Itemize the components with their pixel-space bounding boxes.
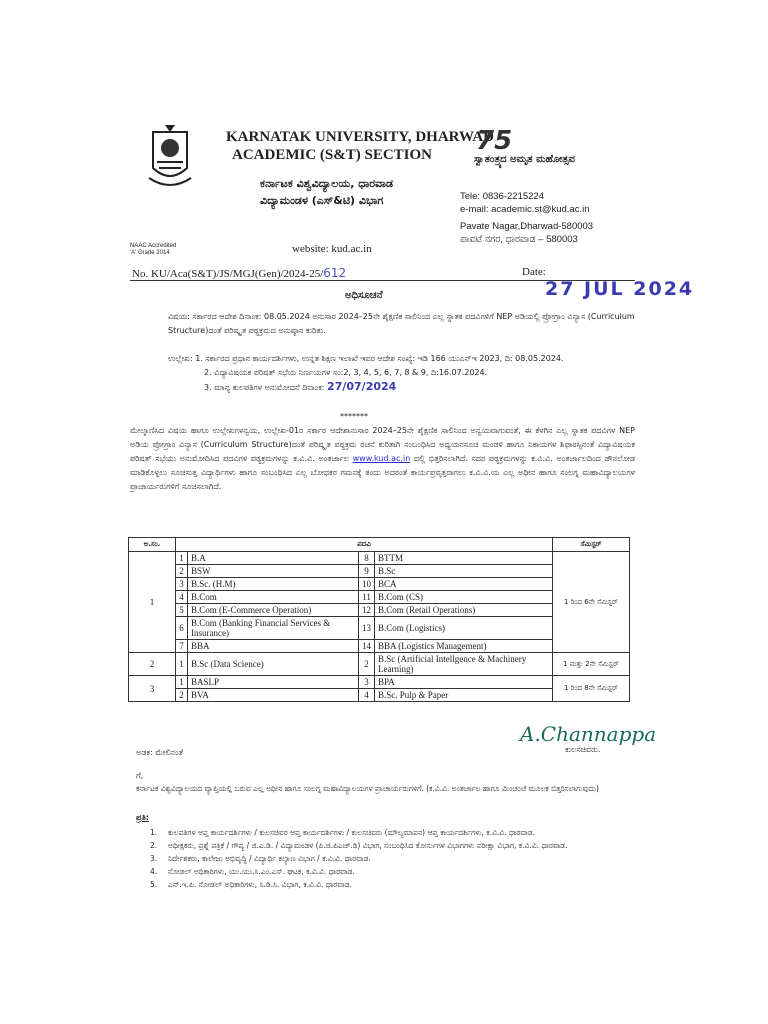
reference-2: 2. ವಿದ್ಯಾವಿಷಯಕ ಪರಿಷತ್ ಸಭೆಯ ನಿರ್ಣಯಗಳ ಸಂ:2, 3, 4, 5, 6, 7, 8 & 9, ದಿ:16.07.2024. xyxy=(204,368,488,377)
row-number: 14 xyxy=(359,640,375,653)
degree-name: BTTM xyxy=(375,552,553,565)
reference-handwritten-number: 612 xyxy=(323,266,347,280)
degree-name: BASLP xyxy=(188,676,359,689)
separator: ******* xyxy=(340,412,368,421)
approval-date-handwritten: 27/07/2024 xyxy=(327,380,397,393)
address: Pavate Nagar,Dharwad-580003 xyxy=(460,221,594,232)
item-number: 5. xyxy=(150,880,158,889)
group-semester: 1 ಮತ್ತು 2ನೇ ಸೆಮಿಸ್ಟರ್ xyxy=(553,653,630,676)
list-item xyxy=(150,826,636,839)
copy-list xyxy=(150,826,636,891)
row-number: 4 xyxy=(176,591,188,604)
reference-3 xyxy=(168,380,636,395)
degree-name: BBA xyxy=(188,640,359,653)
row-number: 10 xyxy=(359,578,375,591)
reference-prefix: No. KU/Aca(S&T)/JS/MGJ(Gen)/2024-25/ xyxy=(132,268,324,280)
naac-accreditation xyxy=(130,243,176,257)
enclosure-label: ಅಡಕ: ಮೇಲಿನಂತೆ xyxy=(136,748,184,757)
registrar-signature: A.Channappa xyxy=(520,722,657,746)
degree-name: BSW xyxy=(188,565,359,578)
row-number: 9 xyxy=(359,565,375,578)
row-number: 1 xyxy=(176,676,188,689)
degree-name: B.Sc xyxy=(375,565,553,578)
university-logo xyxy=(145,122,195,194)
group-sl: 3 xyxy=(129,676,176,702)
date-stamp: 27 JUL 2024 xyxy=(545,278,695,300)
row-number: 3 xyxy=(359,676,375,689)
row-number: 12 xyxy=(359,604,375,617)
item-number: 2. xyxy=(150,841,158,850)
degree-name: B.A xyxy=(188,552,359,565)
naac-line-2: 'A' Grade 2014 xyxy=(130,250,170,256)
reference-3-text: 3. ಮಾನ್ಯ ಕುಲಪತಿಗಳ ಅನುಮೋದನೆ ದಿನಾಂಕ: xyxy=(204,383,325,392)
body-text-2: ದಲ್ಲಿ ಭಿತ್ತರಿಸಲಾಗಿದೆ. ಸದರ ಪಠ್ಯಕ್ರಮಗಳನ್ನು ಕ.ವಿ.ವಿ. ಅಂತರ್ಜಾಲದಿಂದ ಡೌನಲೋಡ ಮಾಡಿಕೊಳ್ಳಲು ಸೂಚಿಸುತ್ತ ವಿದ್ಯಾರ್ಥಿಗಳು ಹಾಗೂ ಸಂಬಂಧಿಸಿದ ಎಲ್ಲ ಬೋಧಕರ ಗಮನಕ್ಕೆ ತಂದು ಅದರಂತೆ ಕಾರ್ಯಪ್ರವೃತ್ತರಾಗಲು ಕ.ವಿ.ವಿ.ಯ ಎಲ್ಲ ಅಧೀನ ಹಾಗೂ ಸಂಲಗ್ನ ಮಹಾವಿದ್ಯಾಲಯಗಳ ಪ್ರಾಚಾರ್ಯರುಗಳಿಗೆ ಸೂಚಿಸಲಾಗಿದೆ. xyxy=(130,454,635,491)
item-text: ಅಧೀಕ್ಷಕರು, ಪ್ರಶ್ನೆ ಪತ್ರಿಕೆ / ಗೌಪ್ಯ / ಜಿ.ಎ.ಡಿ. / ವಿದ್ಯಾಮಂಡಳ (ಪಿ.ಜಿ.ಪಿಎಚ್.ಡಿ) ವಿಭಾಗ, ಸಂಬಂಧಿಸಿದ ಕೋರ್ಸುಗಳ ವಿಭಾಗಗಳು ಪರೀಕ್ಷಾ ವಿಭಾಗ, ಕ.ವಿ.ವಿ. ಧಾರವಾಡ. xyxy=(168,841,568,850)
row-number: 1 xyxy=(176,653,188,676)
group-1 xyxy=(129,552,630,653)
registrar-label: ಕುಲಸಚಿವರು. xyxy=(565,745,601,754)
row-number: 7 xyxy=(176,640,188,653)
section-name-kn: ವಿದ್ಯಾಮಂಡಳ (ಎಸ್&ಟಿ) ವಿಭಾಗ xyxy=(260,194,384,207)
degree-name: B.Com (CS) xyxy=(375,591,553,604)
degree-name: B.Com (Retail Operations) xyxy=(375,604,553,617)
header-kannada xyxy=(260,175,393,209)
degree-name: B.Com (Logistics) xyxy=(375,617,553,640)
table-row xyxy=(129,676,630,689)
reference-number xyxy=(132,266,346,280)
to-label: ಗೆ, xyxy=(136,771,144,780)
item-text: ನೋಡಲ್ ಅಧಿಕಾರಿಗಳು, ಯು.ಯು.ಸಿ.ಎಂ.ಎಸ್. ಘಟಕ, ಕ.ವಿ.ವಿ. ಧಾರವಾಡ. xyxy=(168,867,355,876)
row-number: 1 xyxy=(176,552,188,565)
group-3 xyxy=(129,676,630,702)
degree-name: B.Sc. (H.M) xyxy=(188,578,359,591)
university-name: KARNATAK UNIVERSITY, DHARWAD xyxy=(226,129,494,145)
row-number: 13 xyxy=(359,617,375,640)
emblem-number: 75 xyxy=(476,126,513,156)
group-sl: 2 xyxy=(129,653,176,676)
row-number: 5 xyxy=(176,604,188,617)
group-semester: 1 ರಿಂದ 8ನೇ ಸೆಮಿಸ್ಟರ್ xyxy=(553,676,630,702)
degree-name: BCA xyxy=(375,578,553,591)
amrit-mahotsav-emblem xyxy=(474,128,634,176)
table-header-row xyxy=(129,538,630,552)
row-number: 6 xyxy=(176,617,188,640)
degree-name: BPA xyxy=(375,676,553,689)
group-semester: 1 ರಿಂದ 6ನೇ ಸೆಮಿಸ್ಟರ್ xyxy=(553,552,630,653)
row-number: 8 xyxy=(359,552,375,565)
section-name: ACADEMIC (S&T) SECTION xyxy=(232,147,433,163)
university-name-kn: ಕರ್ನಾಟಕ ವಿಶ್ವವಿದ್ಯಾಲಯ, ಧಾರವಾಡ xyxy=(260,177,393,190)
website-link[interactable]: www.kud.ac.in xyxy=(352,454,411,463)
body-paragraph xyxy=(130,424,635,494)
programme-table xyxy=(128,537,630,702)
row-number: 2 xyxy=(359,653,375,676)
item-text: ಕುಲಪತಿಗಳ ಆಪ್ತ ಕಾರ್ಯದರ್ಶಿಗಳು / ಕುಲಸಚಿವರ ಆಪ್ತ ಕಾರ್ಯದರ್ಶಿಗಳು / ಕುಲಸಚಿವರು (ಮೌಲ್ಯಮಾಪನ) ಆಪ್ತ ಕಾರ್ಯದರ್ಶಿಗಳು, ಕ.ವಿ.ವಿ. ಧಾರವಾಡ. xyxy=(168,828,535,837)
row-number: 2 xyxy=(176,689,188,702)
header-semester: ಸೆಮಿಸ್ಟರ್ xyxy=(553,538,630,552)
item-text: ನಿರ್ದೇಶಕರು, ಕಾಲೇಜು ಅಭಿವೃದ್ಧಿ / ವಿದ್ಯಾರ್ಥಿ ಕಲ್ಯಾಣ ವಿಭಾಗ / ಕ.ವಿ.ವಿ. ಧಾರವಾಡ. xyxy=(168,854,371,863)
header-rule xyxy=(130,280,635,281)
degree-name: BVA xyxy=(188,689,359,702)
list-item xyxy=(150,852,636,865)
degree-name: B.Com (Banking Financial Services & Insurance) xyxy=(188,617,359,640)
subject-line: ವಿಷಯ: ಸರ್ಕಾರದ ಆದೇಶ ದಿನಾಂಕ: 08.05.2024 ಅನುಸಾರ 2024–25ನೇ ಶೈಕ್ಷಣಿಕ ಸಾಲಿನಿಂದ ಎಲ್ಲ ಸ್ನಾತಕ ಪದವಿಗಳಿಗೆ NEP ಅಡಿಯಲ್ಲಿ ಪ್ರೋಗ್ರಾಂ ವಿನ್ಯಾಸ (Curriculum Structure)ದಂತೆ ಪರಿಷ್ಕೃತ ಪಠ್ಯಕ್ರಮದ ಅನುಷ್ಠಾನ ಕುರಿತು. xyxy=(168,312,635,335)
header-degree: ಪದವಿ xyxy=(176,538,553,552)
list-item xyxy=(150,878,636,891)
to-text: ಕರ್ನಾಟಕ ವಿಶ್ವವಿದ್ಯಾಲಯದ ವ್ಯಾಪ್ತಿಯಲ್ಲಿ ಬರುವ ಎಲ್ಲ ಅಧೀನ ಹಾಗೂ ಸಂಲಗ್ನ ಮಹಾವಿದ್ಯಾಲಯಗಳ ಪ್ರಾಚಾರ್ಯರುಗಳಿಗೆ. (ಕ.ವಿ.ವಿ. ಅಂತರ್ಜಾಲ ಹಾಗೂ ಮಿಂಚಂಚೆ ಮೂಲಕ ಬಿತ್ತರಿಸಲಾಗುವುದು) xyxy=(136,784,599,793)
row-number: 3 xyxy=(176,578,188,591)
degree-name: B.Sc (Artificial Intellgence & Machinery Learning) xyxy=(375,653,553,676)
degree-name: B.Sc (Data Science) xyxy=(188,653,359,676)
address-kn: ಪಾವಟೆ ನಗರ, ಧಾರವಾಡ – 580003 xyxy=(460,234,578,245)
degree-name: BBA (Logistics Management) xyxy=(375,640,553,653)
email: e-mail: academic.st@kud.ac.in xyxy=(460,204,590,215)
list-item xyxy=(150,865,636,878)
row-number: 4 xyxy=(359,689,375,702)
naac-line-1: NAAC Accredited xyxy=(130,243,177,249)
contact-block xyxy=(460,190,593,246)
reference-1: ಉಲ್ಲೇಖ: 1. ಸರ್ಕಾರದ ಪ್ರಧಾನ ಕಾರ್ಯದರ್ಶಿಗಳು, ಉನ್ನತ ಶಿಕ್ಷಣ ಇಲಾಖೆ ಇವರ ಆದೇಶ ಸಂಖ್ಯೆ: ಇಡಿ 166 ಯುಎನ್‌ಇ 2023, ದಿ: 08.05.2024. xyxy=(168,354,564,363)
table-row xyxy=(129,552,630,565)
date-label: Date: xyxy=(522,266,546,278)
notice-title: ಅಧಿಸೂಚನೆ xyxy=(345,290,383,301)
degree-name: B.Com (E-Commerce Operation) xyxy=(188,604,359,617)
group-sl: 1 xyxy=(129,552,176,653)
telephone: Tele: 0836-2215224 xyxy=(460,191,544,202)
item-text: ಎನ್.ಇ.ಪಿ. ನೋಡಲ್ ಅಧಿಕಾರಿಗಳು, ಸಿ.ಡಿ.ಸಿ. ವಿಭಾಗ, ಕ.ವಿ.ವಿ. ಧಾರವಾಡ. xyxy=(168,880,352,889)
item-number: 4. xyxy=(150,867,158,876)
header-english xyxy=(226,128,494,164)
header-sl: ಅ.ಸಂ. xyxy=(129,538,176,552)
degree-name: B.Com xyxy=(188,591,359,604)
group-2 xyxy=(129,653,630,676)
references xyxy=(168,352,636,395)
list-item xyxy=(150,839,636,852)
table-row xyxy=(129,653,630,676)
emblem-text: ಸ್ವಾತಂತ್ರ್ಯದ ಅಮೃತ ಮಹೋತ್ಸವ xyxy=(474,154,575,165)
website: website: kud.ac.in xyxy=(292,243,372,255)
row-number: 11 xyxy=(359,591,375,604)
item-number: 1. xyxy=(150,828,158,837)
row-number: 2 xyxy=(176,565,188,578)
degree-name: B.Sc. Pulp & Paper xyxy=(375,689,553,702)
item-number: 3. xyxy=(150,854,158,863)
body-text-1: ಮೇಲ್ಕಾಣಿಸಿದ ವಿಷಯ ಹಾಗೂ ಉಲ್ಲೇಖಗಳನ್ವಯ, ಉಲ್ಲೇಖ-01ರ ಸರ್ಕಾರ ಆದೇಶಾನುಸಾರ 2024–25ನೇ ಶೈಕ್ಷಣಿಕ ಸಾಲಿನಿಂದ ಅನ್ವಯವಾಗುವಂತೆ, ಈ ಕೆಳಗಿನ ಎಲ್ಲ ಸ್ನಾತಕ ಪದವಿಗಳ NEP ಅಡಿಯ ಪ್ರೋಗ್ರಾಂ ವಿನ್ಯಾಸ (Curriculum Structure)ದಂತೆ ಪರಿಷ್ಕೃತ ಪಠ್ಯಕ್ರಮ ರಚನೆ ಕುರಿತಾಗಿ ಸಂಬಂಧಿಸಿದ ಅಧ್ಯಯನಸೂಚಿ ಮಂಡಳಿ ಹಾಗೂ ನಿಕಾಯಗಳ ಶಿಫಾರಸ್ಸಿನಂತೆ ವಿದ್ಯಾವಿಷಯಕ ಪರಿಷತ್ ಸಭೆಯು ಅನುಮೋದಿಸಿದ ಪದವಿಗಳ ಪಠ್ಯಕ್ರಮಗಳನ್ನು ಕ.ವಿ.ವಿ. ಅಂತರ್ಜಾಲ xyxy=(130,426,635,463)
copy-label: ಪ್ರತಿ: xyxy=(136,813,149,822)
